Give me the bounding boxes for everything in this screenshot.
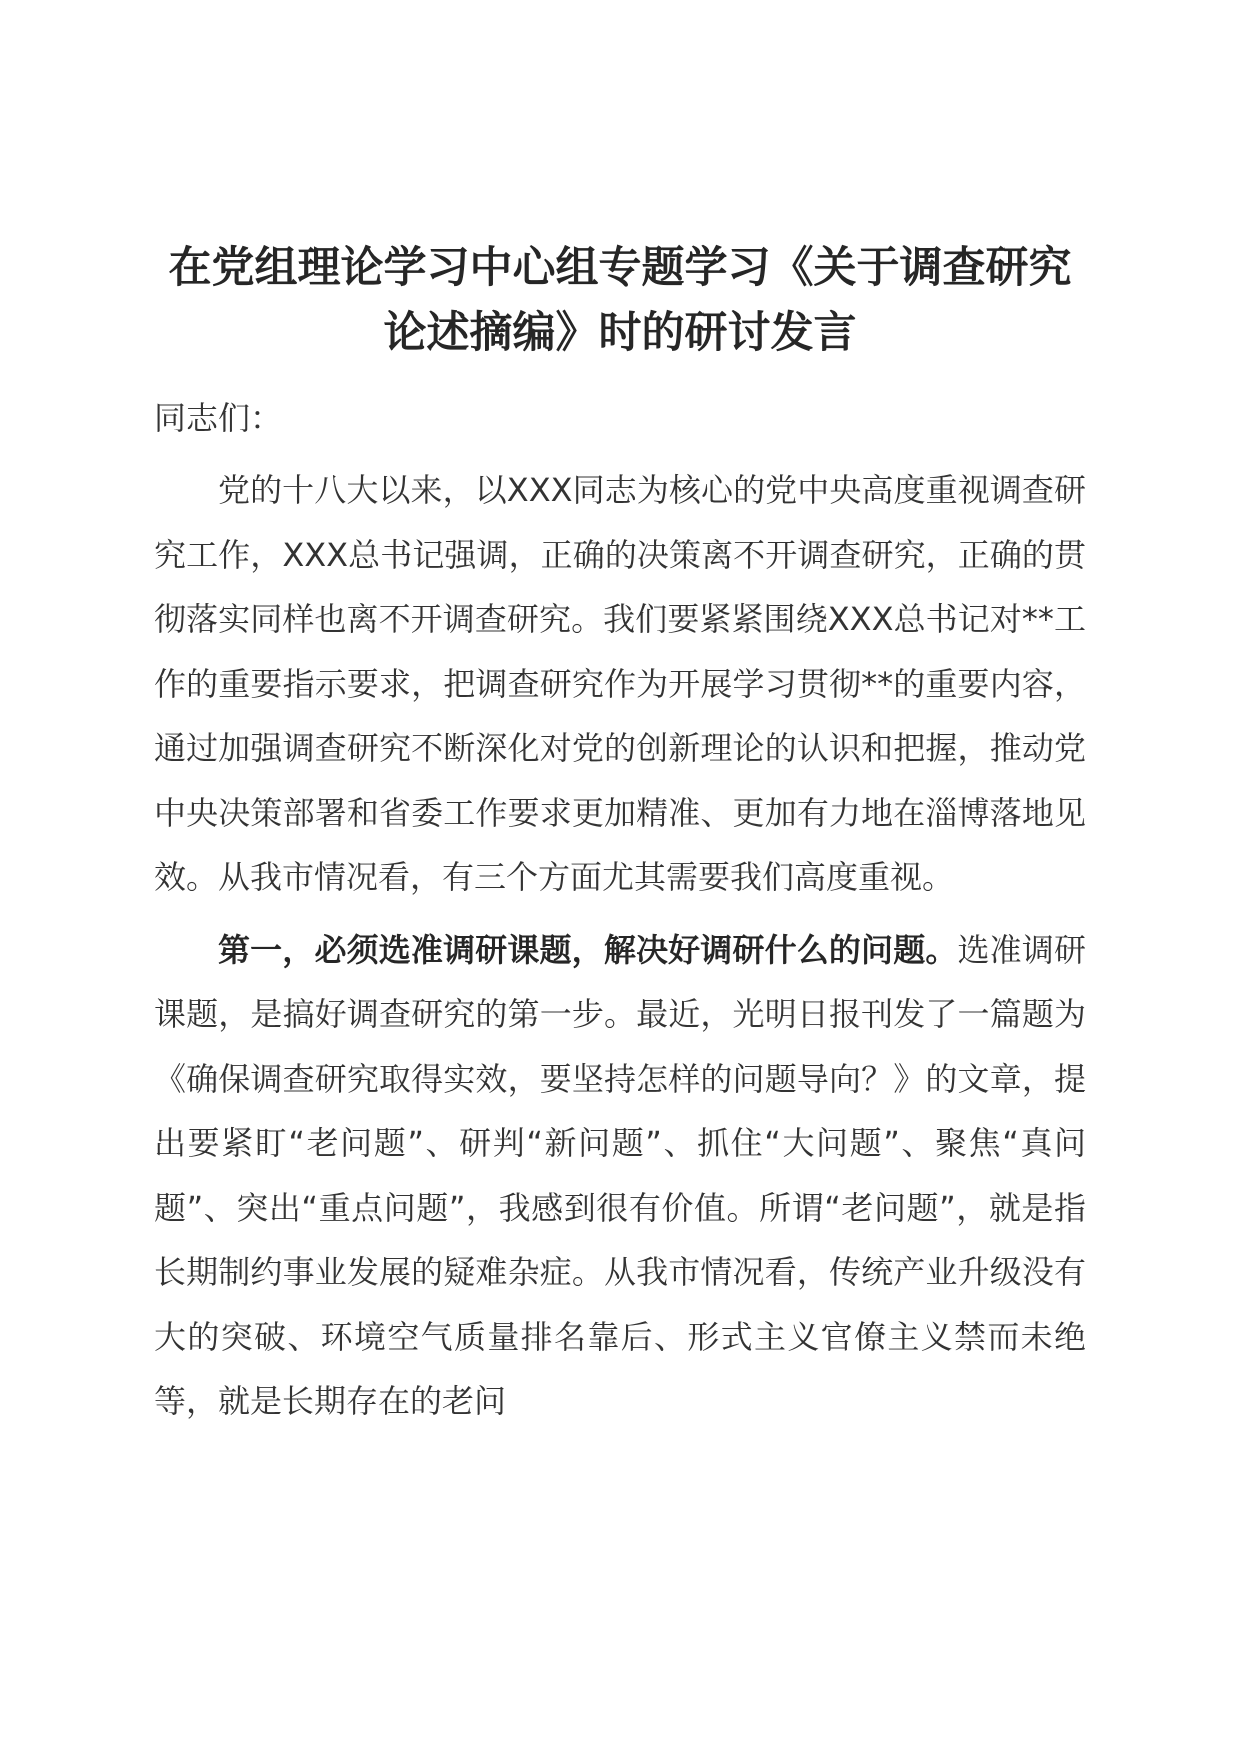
document-title: 在党组理论学习中心组专题学习《关于调查研究论述摘编》时的研讨发言	[168, 243, 1072, 358]
document-page	[154, 236, 1086, 1434]
salutation: 同志们：	[154, 399, 283, 437]
paragraph-lead-heading: 第一，必须选准调研课题，解决好调研什么的问题。	[218, 930, 958, 969]
paragraph-text: 选准调研课题，是搞好调查研究的第一步。最近，光明日报刊发了一篇题为《确保调查研究取得实效，要坚持怎样的问题导向？》的文章，提出要紧盯“老问题”、研判“新问题”、抓住“大问题”、聚焦“真问题”、突出“重点问题”，我感到很有价值。所谓“老问题”，就是指长期制约事业发展的疑难杂症。从我市情况看，传统产业升级没有大的突破、环境空气质量排名靠后、形式主义官僚主义禁而未绝等，就是长期存在的老问	[154, 930, 1086, 1420]
paragraph-first-point	[154, 918, 1086, 1434]
paragraph-intro	[154, 458, 1086, 910]
paragraph-text: 党的十八大以来，以XXX同志为核心的党中央高度重视调查研究工作，XXX总书记强调，正确的决策离不开调查研究，正确的贯彻落实同样也离不开调查研究。我们要紧紧围绕XXX总书记对**工作的重要指示要求，把调查研究作为开展学习贯彻**的重要内容，通过加强调查研究不断深化对党的创新理论的认识和把握，推动党中央决策部署和省委工作要求更加精准、更加有力地在淄博落地见效。从我市情况看，有三个方面尤其需要我们高度重视。	[154, 471, 1086, 896]
